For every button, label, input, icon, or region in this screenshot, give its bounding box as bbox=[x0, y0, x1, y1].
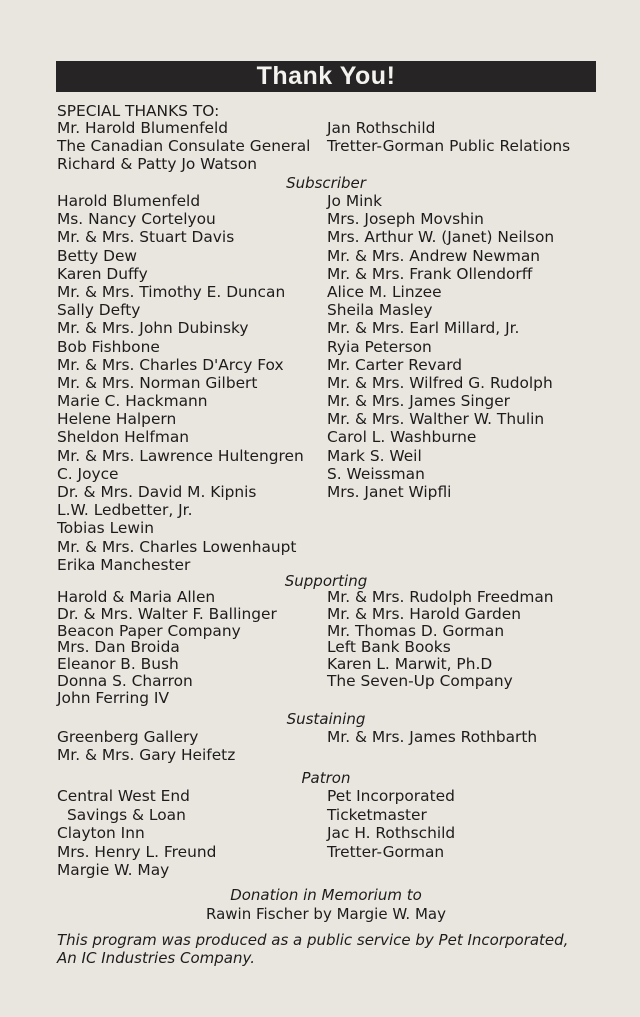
list-item: Dr. & Mrs. Walter F. Ballinger bbox=[57, 604, 277, 623]
list-item: Mr. & Mrs. Rudolph Freedman bbox=[327, 588, 554, 606]
list-item: Central West End bbox=[57, 787, 190, 805]
supporting-right-list bbox=[327, 589, 554, 690]
list-item: John Ferring IV bbox=[57, 688, 169, 707]
list-item: Jo Mink bbox=[327, 192, 383, 210]
list-item: Mr. & Mrs. Charles Lowenhaupt bbox=[57, 537, 297, 556]
patron-right-list bbox=[327, 787, 455, 861]
list-item: Karen Duffy bbox=[57, 264, 148, 283]
list-item: Clayton Inn bbox=[57, 824, 145, 842]
list-item: Bob Fishbone bbox=[57, 337, 160, 356]
sustaining-right-list bbox=[327, 728, 537, 746]
list-item: Ryia Peterson bbox=[327, 337, 432, 356]
list-item: Beacon Paper Company bbox=[57, 621, 241, 640]
list-item: Mr. & Mrs. Earl Millard, Jr. bbox=[327, 319, 520, 338]
list-item: Mr. & Mrs. Wilfred G. Rudolph bbox=[327, 373, 553, 392]
list-item: Carol L. Washburne bbox=[327, 428, 477, 447]
list-item: The Canadian Consulate General bbox=[57, 137, 311, 156]
list-item: Ms. Nancy Cortelyou bbox=[57, 210, 216, 229]
list-item: Eleanor B. Bush bbox=[57, 655, 179, 673]
list-item: C. Joyce bbox=[57, 464, 119, 483]
sustaining-heading: Sustaining bbox=[286, 710, 366, 728]
list-item: Mrs. Janet Wipfli bbox=[327, 483, 452, 501]
list-item: Karen L. Marwit, Ph.D bbox=[327, 655, 493, 673]
list-item: Betty Dew bbox=[57, 246, 138, 265]
special-thanks-left-list bbox=[57, 119, 310, 174]
list-item: Greenberg Gallery bbox=[57, 728, 199, 746]
list-item: Mr. & Mrs. Walther W. Thulin bbox=[327, 410, 545, 429]
list-item: Mr. & Mrs. Timothy E. Duncan bbox=[57, 282, 286, 301]
list-item: Donna S. Charron bbox=[57, 671, 193, 690]
list-item: Mr. & Mrs. James Singer bbox=[327, 392, 510, 411]
list-item: Pet Incorporated bbox=[327, 787, 455, 805]
list-item: Mrs. Dan Broida bbox=[57, 638, 180, 657]
supporting-left-list bbox=[57, 589, 277, 706]
list-item: Mr. & Mrs. Lawrence Hultengren bbox=[57, 446, 304, 465]
page-title: Thank You! bbox=[56, 61, 596, 92]
list-item: Left Bank Books bbox=[327, 638, 451, 657]
list-item: Mrs. Arthur W. (Janet) Neilson bbox=[327, 228, 555, 247]
list-item: Tretter-Gorman Public Relations bbox=[327, 137, 571, 156]
list-item: Savings & Loan bbox=[67, 805, 186, 824]
footer-line-1: This program was produced as a public service by Pet Incorporated, bbox=[57, 931, 569, 949]
list-item: Mr. & Mrs. Andrew Newman bbox=[327, 246, 541, 265]
list-item: Helene Halpern bbox=[57, 410, 177, 429]
patron-heading: Patron bbox=[301, 769, 351, 787]
list-item: The Seven-Up Company bbox=[327, 671, 513, 690]
list-item: Mr. & Mrs. Charles D'Arcy Fox bbox=[57, 355, 284, 374]
list-item: Mrs. Joseph Movshin bbox=[327, 210, 484, 229]
list-item: Sheldon Helfman bbox=[57, 428, 190, 447]
footer-line-2: An IC Industries Company. bbox=[57, 949, 255, 967]
list-item: Tretter-Gorman bbox=[327, 842, 445, 861]
memorium-text: Rawin Fischer by Margie W. May bbox=[206, 905, 446, 923]
list-item: Mrs. Henry L. Freund bbox=[57, 842, 217, 861]
list-item: Mr. & Mrs. Stuart Davis bbox=[57, 228, 235, 247]
list-item: Marie C. Hackmann bbox=[57, 392, 208, 411]
patron-left-list bbox=[57, 787, 216, 880]
list-item: Dr. & Mrs. David M. Kipnis bbox=[57, 483, 257, 501]
list-item: Mr. & Mrs. Gary Heifetz bbox=[57, 746, 236, 765]
subscriber-right-list bbox=[327, 192, 554, 501]
list-item: Harold Blumenfeld bbox=[57, 192, 201, 210]
special-thanks-heading: SPECIAL THANKS TO: bbox=[57, 102, 220, 120]
list-item: Alice M. Linzee bbox=[327, 282, 442, 301]
list-item: Mr. & Mrs. Norman Gilbert bbox=[57, 373, 258, 392]
list-item: Margie W. May bbox=[57, 861, 170, 879]
list-item: Jan Rothschild bbox=[327, 119, 436, 137]
list-item: Harold & Maria Allen bbox=[57, 588, 216, 606]
list-item: Mr. Thomas D. Gorman bbox=[327, 621, 505, 640]
special-thanks-right-list bbox=[327, 119, 570, 155]
list-item: Mark S. Weil bbox=[327, 446, 422, 465]
list-item: Mr. Harold Blumenfeld bbox=[57, 119, 229, 137]
list-item: Mr. & Mrs. James Rothbarth bbox=[327, 728, 538, 746]
list-item: Mr. & Mrs. Frank Ollendorff bbox=[327, 264, 533, 283]
list-item: Erika Manchester bbox=[57, 555, 191, 574]
list-item: L.W. Ledbetter, Jr. bbox=[57, 501, 193, 520]
list-item: Sally Defty bbox=[57, 301, 141, 320]
list-item: Richard & Patty Jo Watson bbox=[57, 155, 258, 174]
list-item: Tobias Lewin bbox=[57, 519, 154, 538]
supporting-heading: Supporting bbox=[284, 572, 368, 590]
subscriber-heading: Subscriber bbox=[286, 174, 366, 192]
list-item: Sheila Masley bbox=[327, 301, 433, 320]
sustaining-left-list bbox=[57, 728, 235, 764]
list-item: S. Weissman bbox=[327, 464, 425, 483]
list-item: Ticketmaster bbox=[327, 805, 427, 824]
memorium-heading: Donation in Memorium to bbox=[230, 886, 422, 904]
list-item: Mr. & Mrs. Harold Garden bbox=[327, 604, 522, 623]
subscriber-left-list bbox=[57, 192, 304, 574]
list-item: Mr. Carter Revard bbox=[327, 355, 463, 374]
list-item: Jac H. Rothschild bbox=[327, 824, 456, 842]
list-item: Mr. & Mrs. John Dubinsky bbox=[57, 319, 249, 338]
